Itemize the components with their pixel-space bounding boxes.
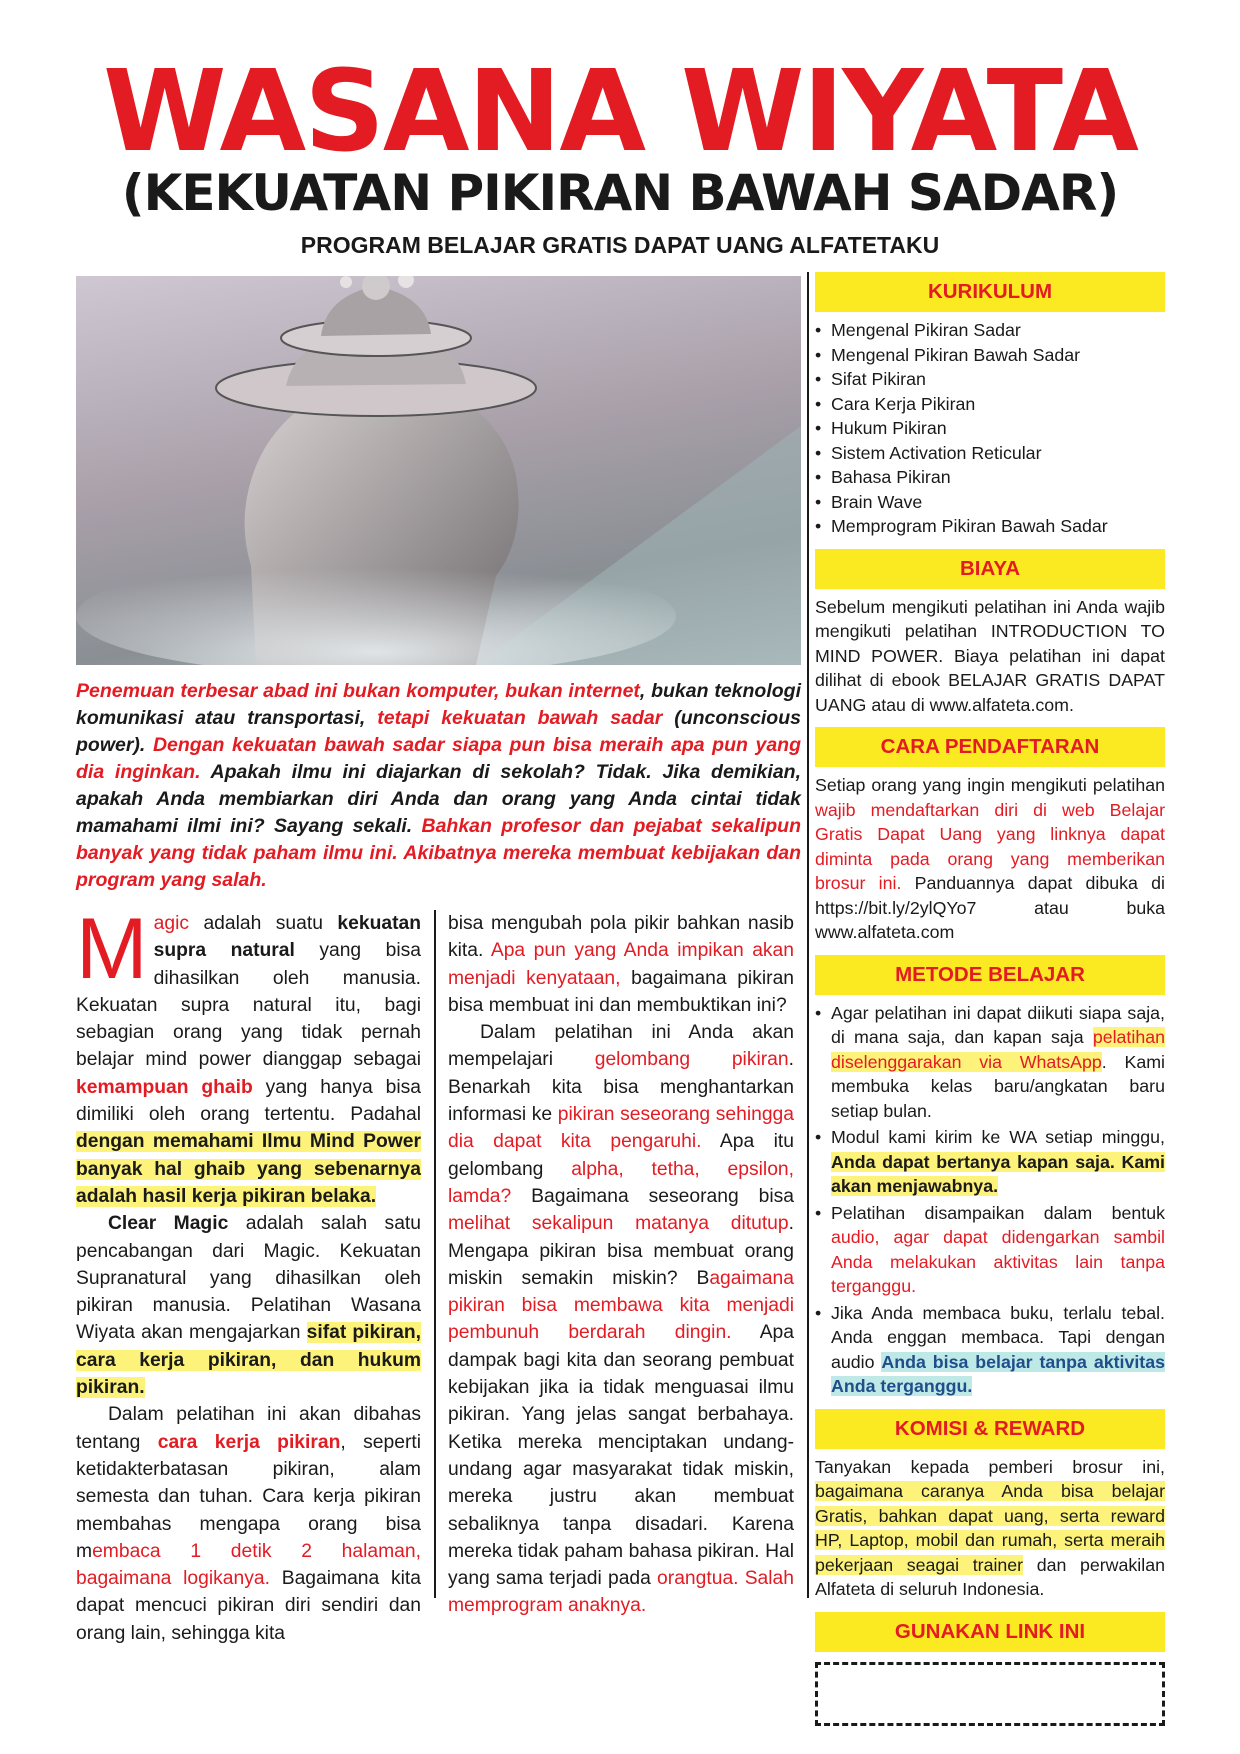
paragraph-gelombang: Dalam pelatihan ini Anda akan mempelajari gelombang pikiran. Benarkah kita bisa menghantarkan informasi ke pikiran seseorang sehingga dia dapat kita pengaruhi. Apa itu gelombang alpha, tetha, epsilon, lamda? Bagaimana seseorang bisa melihat sekalipun matanya ditutup. Mengapa pikiran bisa membuat orang miskin semakin miskin? Bagaimana pikiran bisa membawa kita menjadi pembunuh berdarah dingin. Apa dampak bagi kita dan seorang pembuat kebijakan jika ia tidak menguasai ilmu pikiran. Yang jelas sangat berbahaya. Ketika mereka menciptakan undang-undang agar masyarakat tidak miskin, mereka justru akan membuat sebaliknya tanpa disadari. Karena mereka tidak paham bahasa pikiran. Hal yang sama terjadi pada orangtua. Salah memprogram anaknya. (448, 1022, 795, 1617)
pendaftaran-text: Setiap orang yang ingin mengikuti pelatihan wajib mendaftarkan diri di web Belajar Gratis Dapat Uang yang linknya dapat diminta pada orang yang memberikan brosur ini. Panduannya dapat dibuka di https://bit.ly/2ylQYo7 atau buka www.alfateta.com (815, 775, 1165, 942)
metode-header: METODE BELAJAR (815, 955, 1165, 995)
list-item: • Hukum Pikiran (815, 416, 1165, 441)
list-item: • Cara Kerja Pikiran (815, 392, 1165, 417)
paragraph-cara-kerja: Dalam pelatihan ini akan dibahas tentang cara kerja pikiran, seperti ketidakterbatasan pikiran, alam semesta dan tuhan. Cara kerja pikiran membahas mengapa orang bisa membaca 1 detik 2 halaman, bagaimana logikanya. Bagaimana kita dapat mencuci pikiran diri sendiri dan orang lain, sehingga kita (76, 1404, 422, 1644)
biaya-header: BIAYA (815, 549, 1165, 589)
paragraph-clear-magic: Clear Magic adalah salah satu pencabangan dari Magic. Kekuatan Supranatural yang dihasilkan oleh pikiran manusia. Pelatihan Wasana Wiyata akan mengajarkan sifat pikiran, cara kerja pikiran, dan hukum pikiran. (76, 1213, 421, 1399)
kurikulum-list (815, 318, 1165, 539)
list-item: • Bahasa Pikiran (815, 465, 1165, 490)
list-item: • Pelatihan disampaikan dalam bentuk audio, agar dapat didengarkan sambil Anda melakukan aktivitas lain tanpa terganggu. (815, 1201, 1165, 1299)
drop-cap: M (76, 901, 148, 997)
komisi-text: Tanyakan kepada pemberi brosur ini, bagaimana caranya Anda bisa belajar Gratis, bahkan dapat uang, serta reward HP, Laptop, mobil dan rumah, serta meraih pekerjaan seagai trainer dan perwakilan Alfateta di seluruh Indonesia. (815, 1456, 1165, 1599)
sidebar (815, 272, 1165, 1726)
column-divider (434, 910, 436, 1598)
sidebar-divider (807, 272, 809, 1598)
metode-list (815, 1001, 1165, 1399)
list-item: • Modul kami kirim ke WA setiap minggu, Anda dapat bertanya kapan saja. Kami akan menjawabnya. (815, 1125, 1165, 1199)
list-item: • Sistem Activation Reticular (815, 441, 1165, 466)
link-placeholder-box[interactable] (815, 1662, 1165, 1726)
list-item: • Memprogram Pikiran Bawah Sadar (815, 514, 1165, 539)
hero-image (76, 276, 801, 665)
page-tagline: PROGRAM BELAJAR GRATIS DAPAT UANG ALFATETAKU (300, 232, 940, 258)
link-header: GUNAKAN LINK INI (815, 1612, 1165, 1652)
article-column-1 (76, 901, 422, 1647)
komisi-header: KOMISI & REWARD (815, 1409, 1165, 1449)
list-item: • Mengenal Pikiran Bawah Sadar (815, 343, 1165, 368)
paragraph-magic: Magic adalah suatu kekuatan supra natural yang bisa dihasilkan oleh manusia. Kekuatan supra natural itu, bagi sebagian orang yang tidak pernah belajar mind power dianggap sebagai kemampuan ghaib yang hanya bisa dimiliki oleh orang tertentu. Padahal dengan memahami Ilmu Mind Power banyak hal ghaib yang sebenarnya adalah hasil kerja pikiran belaka. (76, 901, 421, 1207)
list-item: • Jika Anda membaca buku, terlalu tebal. Anda enggan membaca. Tapi dengan audio Anda bisa belajar tanpa aktivitas Anda terganggu. (815, 1301, 1165, 1399)
lead-paragraph: Penemuan terbesar abad ini bukan komputer, bukan internet, bukan teknologi komunikasi atau transportasi, tetapi kekuatan bawah sadar (unconscious power). Dengan kekuatan bawah sadar siapa pun bisa meraih apa pun yang dia inginkan. Apakah ilmu ini diajarkan di sekolah? Tidak. Jika demikian, apakah Anda membiarkan diri Anda dan orang yang Anda cintai tidak mamahami ilmi ini? Sayang sekali. Bahkan profesor dan pejabat sekalipun banyak yang tidak paham ilmu ini. Akibatnya mereka membuat kebijakan dan program yang salah. (76, 680, 802, 891)
biaya-text: Sebelum mengikuti pelatihan ini Anda wajib mengikuti pelatihan INTRODUCTION TO MIND POWER. Biaya pelatihan ini dapat dilihat di ebook BELAJAR GRATIS DAPAT UANG atau di www.alfateta.com. (815, 596, 1165, 715)
list-item: • Mengenal Pikiran Sadar (815, 318, 1165, 343)
list-item: • Agar pelatihan ini dapat diikuti siapa saja, di mana saja, dan kapan saja pelatihan diselenggarakan via WhatsApp. Kami membuka kelas baru/angkatan baru setiap bulan. (815, 1001, 1165, 1124)
list-item: • Brain Wave (815, 490, 1165, 515)
pendaftaran-header: CARA PENDAFTARAN (815, 727, 1165, 767)
page-title: WASANA WIYATA (103, 47, 1137, 177)
article-column-2 (448, 910, 794, 1620)
page-subtitle: (KEKUATAN PIKIRAN BAWAH SADAR) (121, 164, 1119, 222)
list-item: • Sifat Pikiran (815, 367, 1165, 392)
paragraph-impian: bisa mengubah pola pikir bahkan nasib kita. Apa pun yang Anda impikan akan menjadi kenyataan, bagaimana pikiran bisa membuat ini dan membuktikan ini? (448, 913, 795, 1016)
kurikulum-header: KURIKULUM (815, 272, 1165, 312)
